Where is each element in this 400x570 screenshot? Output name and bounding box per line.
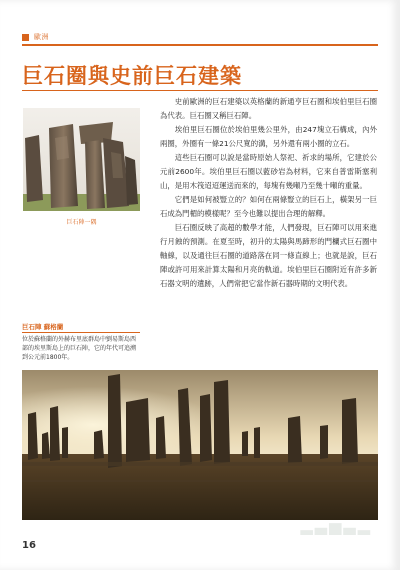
paragraph: 巨石圈反映了高超的數學才能，人們發現，巨石陣可以用來進行月蝕的預測。在夏至時，初升的太陽與馬蹄形的門欄式巨石圈中軸線，以及通往巨石圈的道路落在同一條直線上；也就是說，巨石陣或許可用來計算太陽和月亮的軌道。埃伯里巨石圈附近有許多新石器文明的遺跡，人們常把它當作新石器時期的文明代表。 <box>160 223 377 288</box>
top-photo-caption: 巨石陣一隅 <box>66 219 97 226</box>
paragraph: 這些巨石圈可以說是當時原始人祭祀、祈求的場所，它建於公元前2600年。埃伯里巨石圈以藍砂岩為材料，它來自普雷斯塞利山，是用木筏迢迢運送而來的，每塊有幾噸乃至幾十噸的重量。 <box>160 153 377 190</box>
section-marker-icon <box>22 34 29 41</box>
article-body <box>160 95 377 291</box>
section-header <box>22 32 49 42</box>
sidebar-text: 位於蘇格蘭的外赫布里底群島中劉易斯島西部的埃里斯島上的巨石陣，它的年代可追溯到公元前1800年。 <box>22 336 137 361</box>
title-rule <box>22 90 378 91</box>
page-title: 巨石圈與史前巨石建築 <box>22 64 242 88</box>
standing-stones-sunset-photo <box>22 370 378 520</box>
sidebar-title: 巨石陣 蘇格蘭 <box>22 323 64 331</box>
page-number: 16 <box>22 540 36 551</box>
watermark: ▂▃▅▃▂ <box>300 516 372 535</box>
paragraph: 史前歐洲的巨石建築以英格蘭的新通亨巨石圈和埃伯里巨石圈為代表。巨石圈又稱巨石陣。 <box>160 97 377 120</box>
stonehenge-trilithon-photo <box>23 108 140 211</box>
section-label: 歐洲 <box>34 33 49 41</box>
sidebar-rule <box>22 332 140 333</box>
header-rule <box>22 44 378 46</box>
paragraph: 它們是如何被豎立的？如何在兩條豎立的巨石上，橫架另一巨石成為門楣的模樣呢？至今也難以提出合理的解釋。 <box>160 195 377 218</box>
paragraph: 埃伯里巨石圈位於埃伯里幾公里外，由247塊立石構成，內外兩圈，外圈有一條21公尺寬的溝，另外還有兩小圈的立石。 <box>160 125 377 148</box>
